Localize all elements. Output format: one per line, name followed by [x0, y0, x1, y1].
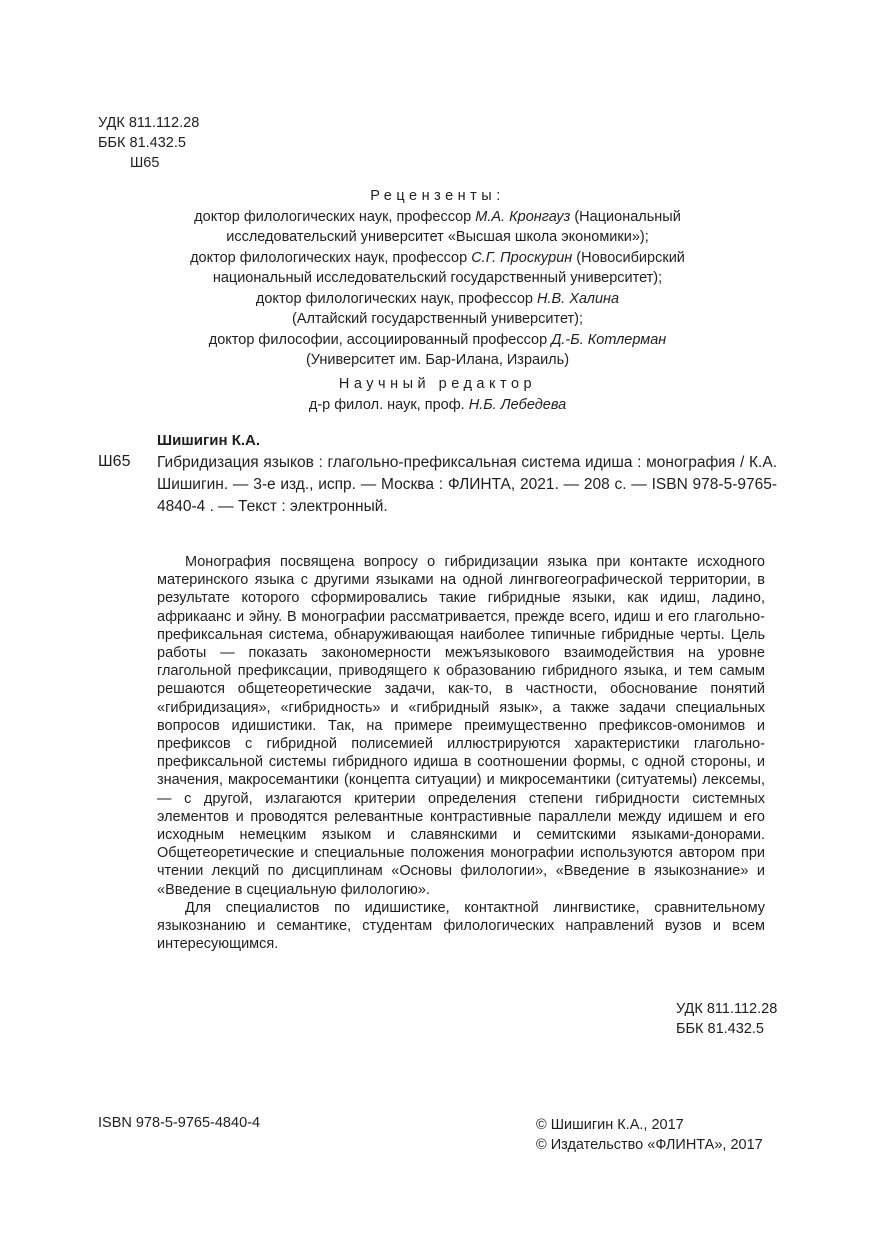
classification-codes	[98, 113, 199, 173]
reviewers-heading: Рецензенты:	[370, 188, 505, 204]
author-sign: Ш65	[130, 155, 160, 171]
catalog-entry-text: Гибридизация языков : глагольно-префиксальная система идиша : монография / К.А. Шишигин. — 3-е изд., испр. — Москва : ФЛИНТА, 2021. — 208 с. — ISBN 978-5-9765-4840-4 . — Текст : электронный.	[157, 454, 777, 515]
abstract-paragraph-1: Монография посвящена вопросу о гибридизации языка при контакте исходного материнского языка с другими языками на одной лингвогеографической территории, в результате которого сформировались такие гибридные языки, как идиш, ладино, африкаанс и эйну. В монографии рассматривается, прежде всего, идиш и его глагольно-префиксальная система, обнаруживающая наиболее типичные гибридные черты. Цель работы — показать закономерности межъязыкового взаимодействия на уровне глагольной префиксации, приводящего к образованию гибридного языка, и тем самым решаются общетеоретические задачи, как-то, в частности, обоснование понятий «гибридизация», «гибридность» и «гибридный язык», а также задачи специальных вопросов идишистики. Так, на примере преимущественно префиксов-омонимов и префиксов с гибридной полисемией иллюстрируются характеристики глагольно-префиксальной системы гибридного идиша в соотношении формы, с одной стороны, и значения, макросемантики (концепта ситуации) и микросемантики (ситуатемы) лексемы, — с другой, излагаются критерии определения степени гибридности системных элементов и проводятся релевантные контрастивные параллели между идишем и его исходным немецким языком и славянскими и семитскими языками-донорами. Общетеоретические и специальные положения монографии используются автором при чтении лекций по дисциплинам «Основы филологии», «Введение в языкознание» и «Введение в сцециальную филологию».	[157, 554, 765, 898]
udk-code: УДК 811.112.28	[98, 115, 200, 131]
editor-line: д-р филол. наук, проф. Н.Б. Лебедева	[308, 396, 567, 413]
reviewer-2-name: С.Г. Проскурин	[471, 249, 573, 266]
reviewer-2: доктор филологических наук, профессор С.Г. Проскурин (Новосибирский	[190, 249, 685, 266]
reviewer-3-name: Н.В. Халина	[537, 290, 620, 307]
catalog-author: Шишигин К.А.	[157, 432, 261, 449]
copyright-author: © Шишигин К.А., 2017	[536, 1117, 684, 1133]
editor-name: Н.Б. Лебедева	[468, 396, 567, 413]
bbk-code: ББК 81.432.5	[98, 135, 186, 151]
reviewers-block	[100, 186, 775, 371]
reviewer-1-affiliation: исследовательский университет «Высшая школа экономики»);	[226, 229, 649, 245]
reviewer-1: доктор филологических наук, профессор М.А. Кронгауз (Национальный	[194, 208, 681, 225]
bottom-bbk-code: ББК 81.432.5	[676, 1020, 764, 1037]
editor-block	[100, 374, 775, 415]
reviewer-4-name: Д.-Б. Котлерман	[551, 331, 667, 348]
reviewer-3: доктор филологических наук, профессор Н.В. Халина	[255, 290, 620, 307]
bottom-classification-codes	[676, 1000, 777, 1039]
catalog-entry	[157, 452, 777, 518]
reviewer-2-affiliation: национальный исследовательский государственный университет);	[212, 270, 663, 286]
reviewer-1-name: М.А. Кронгауз	[475, 208, 571, 225]
reviewer-4-affiliation: (Университет им. Бар-Илана, Израиль)	[305, 352, 570, 368]
copyright-publisher: © Издательство «ФЛИНТА», 2017	[536, 1137, 763, 1153]
editor-heading: Научный редактор	[338, 376, 537, 392]
abstract-paragraph-2: Для специалистов по идишистике, контактной лингвистике, сравнительному языкознанию и семантике, студентам филологических направлений вузов и всем интересующимся.	[157, 899, 765, 953]
copyright-block	[536, 1115, 763, 1155]
bottom-udk-code: УДК 811.112.28	[676, 1001, 778, 1017]
reviewer-3-affiliation: (Алтайский государственный университет);	[291, 311, 584, 327]
abstract	[157, 553, 765, 953]
reviewer-4: доктор философии, ассоциированный профессор Д.-Б. Котлерман	[208, 331, 667, 348]
isbn: ISBN 978-5-9765-4840-4	[98, 1115, 261, 1131]
catalog-author-sign: Ш65	[98, 453, 131, 470]
